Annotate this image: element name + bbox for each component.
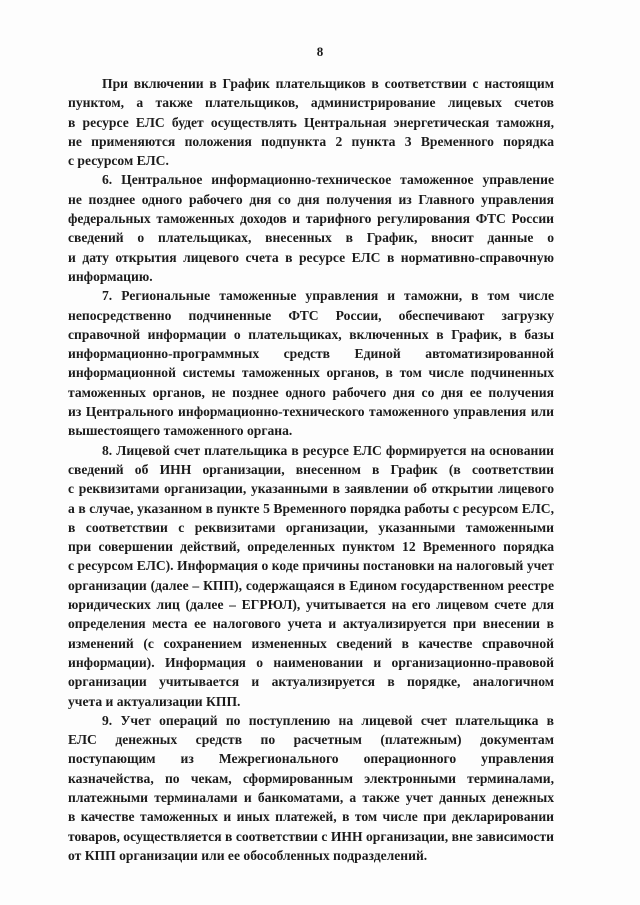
paragraph-intro xyxy=(68,74,554,170)
text-line: при совершении действий, определенных пунктом 12 Временного порядка xyxy=(68,539,554,555)
text-line: 9. Учет операций по поступлению на лицевой счет плательщика в xyxy=(102,712,554,728)
text-line: и дату открытия лицевого счета в ресурсе ЕЛС в нормативно-справочную xyxy=(68,249,554,265)
text-line: информационной системы таможенных органов, в том числе подчиненных xyxy=(68,365,554,381)
text-line: из Центрального информационно-технического таможенного управления или xyxy=(68,404,554,420)
text-line: а в случае, указанном в пункте 5 Временного порядка работы с ресурсом ЕЛС, xyxy=(68,500,554,516)
text-line: от КПП организации или ее обособленных подразделений. xyxy=(68,847,428,863)
text-line: вышестоящего таможенного органа. xyxy=(68,423,293,439)
text-line: организации (далее – КПП), содержащаяся в Едином государственном реестре xyxy=(68,577,554,593)
text-line: в соответствии с реквизитами организации, указанными таможенными xyxy=(68,519,554,535)
text-line: ЕЛС денежных средств по расчетным (платежным) документам xyxy=(68,732,554,748)
text-line: с ресурсом ЕЛС). Информация о коде причины постановки на налоговый учет xyxy=(68,558,554,574)
text-line: информационно-программных средств Единой автоматизированной xyxy=(68,346,554,362)
text-line: пунктом, а также плательщиков, администрирование лицевых счетов xyxy=(68,95,554,111)
paragraph-p7 xyxy=(68,286,554,440)
text-line: в качестве таможенных и иных платежей, в том числе при декларировании xyxy=(68,809,554,825)
text-line: в ресурсе ЕЛС будет осуществлять Центральная энергетическая таможня, xyxy=(68,114,554,130)
text-line: учета и актуализации КПП. xyxy=(68,693,241,709)
text-line: информации). Информация о наименовании и организационно-правовой xyxy=(68,654,554,670)
text-line: 6. Центральное информационно-техническое таможенное управление xyxy=(102,172,554,188)
text-line: не применяются положения подпункта 2 пункта 3 Временного порядка xyxy=(68,133,554,149)
text-line: сведений о плательщиках, внесенных в График, вносит данные о xyxy=(68,230,554,246)
text-line: организации учитывается и актуализируется в порядке, аналогичном xyxy=(68,674,554,690)
text-line: с реквизитами организации, указанными в заявлении об открытии лицевого xyxy=(68,481,554,497)
text-line: таможенных органов, не позднее одного рабочего дня со дня ее получения xyxy=(68,384,554,400)
paragraph-p9 xyxy=(68,711,554,865)
text-line: с ресурсом ЕЛС. xyxy=(68,153,169,169)
text-line: определения места ее налогового учета и актуализируется при внесении в xyxy=(68,616,554,632)
text-line: товаров, осуществляется в соответствии с ИНН организации, вне зависимости xyxy=(68,828,554,844)
paragraph-p8 xyxy=(68,441,554,711)
text-line: сведений об ИНН организации, внесенном в График (в соответствии xyxy=(68,461,554,477)
text-line: платежными терминалами и банкоматами, а также учет данных денежных xyxy=(68,789,554,805)
document-body xyxy=(68,74,554,865)
text-line: юридических лиц (далее – ЕГРЮЛ), учитывается на его лицевом счете для xyxy=(68,597,554,613)
text-line: поступающим из Межрегионального операционного управления xyxy=(68,751,554,767)
text-line: 8. Лицевой счет плательщика в ресурсе ЕЛС формируется на основании xyxy=(102,442,554,458)
text-line: непосредственно подчиненные ФТС России, обеспечивают загрузку xyxy=(68,307,554,323)
paragraph-p6 xyxy=(68,170,554,286)
text-line: справочной информации о плательщиках, включенных в График, в базы xyxy=(68,326,554,342)
text-line: не позднее одного рабочего дня со дня получения из Главного управления xyxy=(68,191,554,207)
text-line: федеральных таможенных доходов и тарифного регулирования ФТС России xyxy=(68,211,554,227)
text-line: 7. Региональные таможенные управления и таможни, в том числе xyxy=(102,288,554,304)
text-line: информацию. xyxy=(68,268,153,284)
text-line: казначейства, по чекам, сформированным электронными терминалами, xyxy=(68,770,554,786)
page-number: 8 xyxy=(316,44,324,59)
text-line: При включении в График плательщиков в соответствии с настоящим xyxy=(102,76,554,91)
text-line: изменений (с сохранением измененных сведений в качестве справочной xyxy=(68,635,554,651)
